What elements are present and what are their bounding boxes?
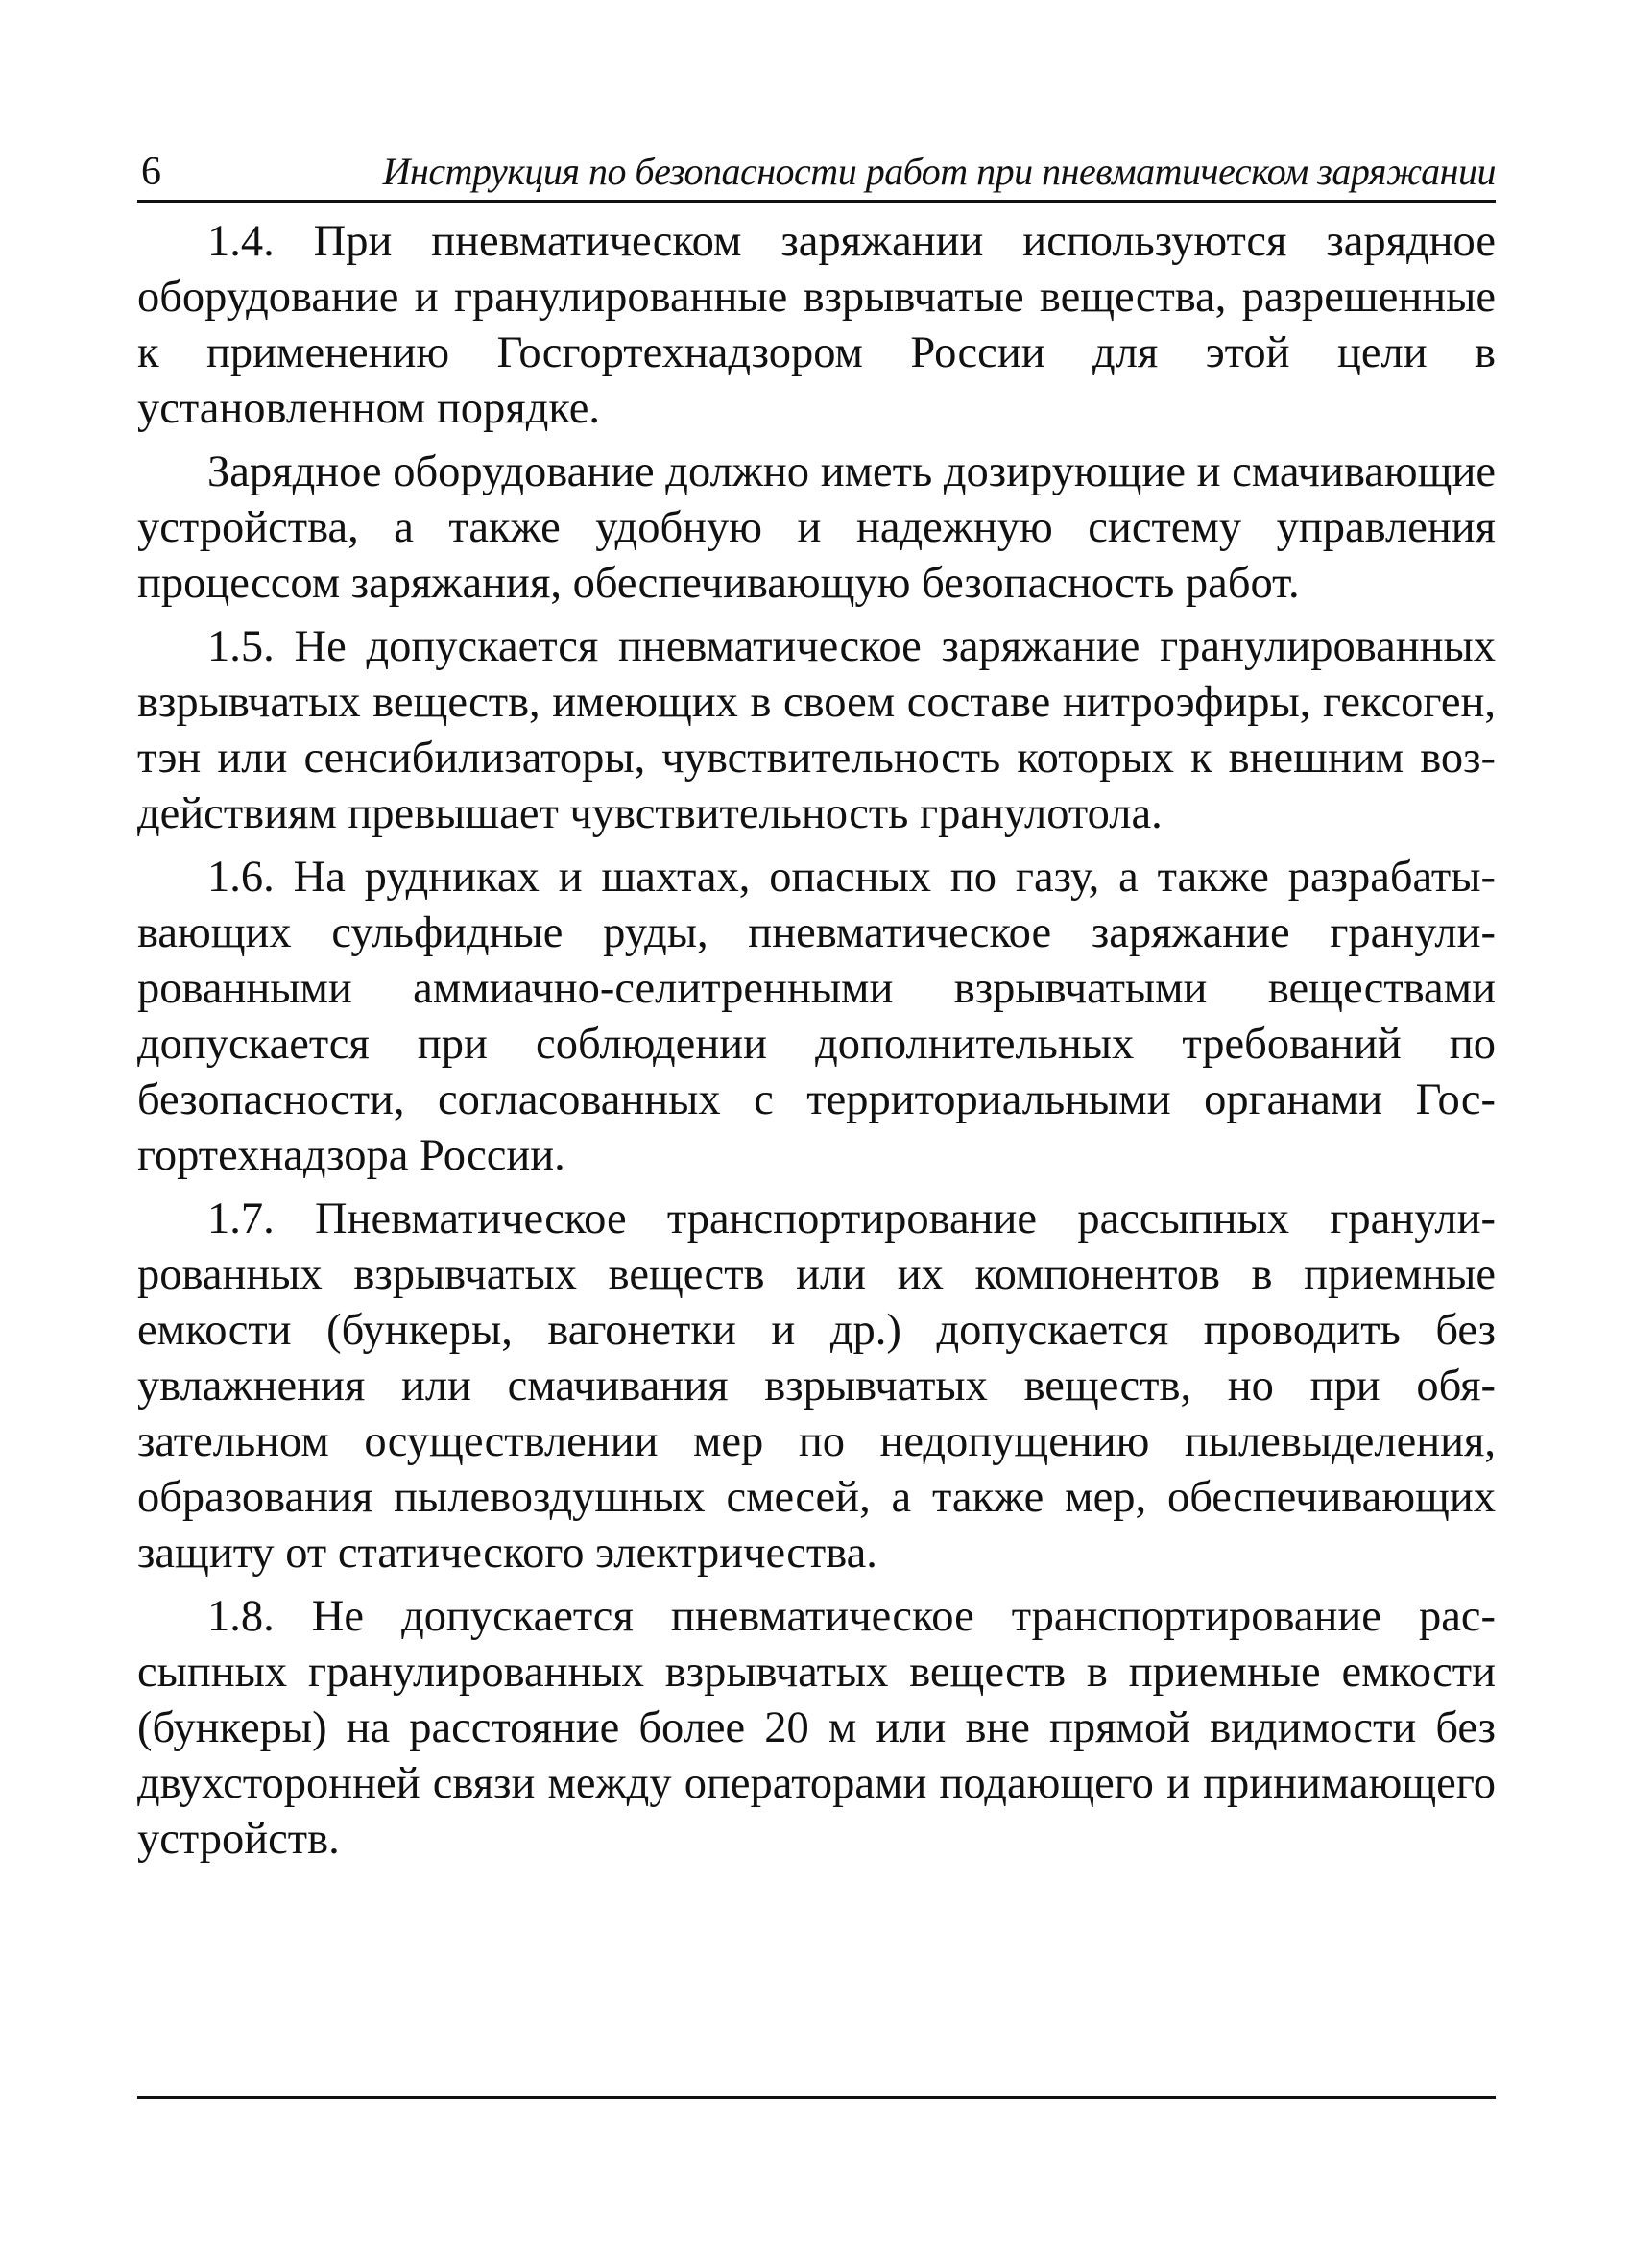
running-header — [137, 144, 1496, 203]
paragraph-1-8: 1.8. Не допускается пневматическое транспортирование рассыпных гранулированных взрывчатых веществ в приемные емкости (бункеры) на расстояние более 20 м или вне прямой видимости без двухсторонней связи между операторами подающего и принимающего устройств. — [137, 1592, 1496, 1864]
document-page — [137, 144, 1496, 1875]
paragraph-1-6: 1.6. На рудниках и шахтах, опасных по газу, а также разрабатывающих сульфидные руды, пневматическое заряжание гранулированными аммиачно-селитренными взрывчатыми веществами допускается при соблюдении дополнительных требований по безопасности, согласованных с территориальными органами Госгортехнадзора России. — [137, 853, 1496, 1180]
paragraph-1-4: 1.4. При пневматическом заряжании используются зарядное оборудование и гранулированные взрывчатые вещества, разрешенные к применению Госгортехнадзором России для этой цели в установленном порядке. — [137, 217, 1496, 433]
page-number: 6 — [141, 150, 161, 194]
paragraph-equipment: Зарядное оборудование должно иметь дозирующие и смачивающие устройства, а также удобную и надежную систему управления процессом заряжания, обеспечивающую безопасность работ. — [137, 447, 1496, 608]
body-text — [137, 214, 1496, 1868]
paragraph-1-5: 1.5. Не допускается пневматическое заряжание гранулированных взрывчатых веществ, имеющих в своем составе нитроэфиры, гексоген, тэн или сенсибилизаторы, чувствительность которых к внешним воздействиям превышает чувствительность гранулотола. — [137, 622, 1496, 838]
paragraph-1-7: 1.7. Пневматическое транспортирование рассыпных гранулированных взрывчатых веществ или их компонентов в приемные емкости (бункеры, вагонетки и др.) допускается проводить без увлажнения или смачивания взрывчатых веществ, но при обязательном осуществлении мер по недопущению пылевыделения, образования пылевоздушных смесей, а также мер, обеспечивающих защиту от статического электричества. — [137, 1194, 1496, 1578]
running-title: Инструкция по безопасности работ при пневматическом заряжании — [382, 150, 1496, 193]
footer-rule — [137, 2096, 1496, 2099]
